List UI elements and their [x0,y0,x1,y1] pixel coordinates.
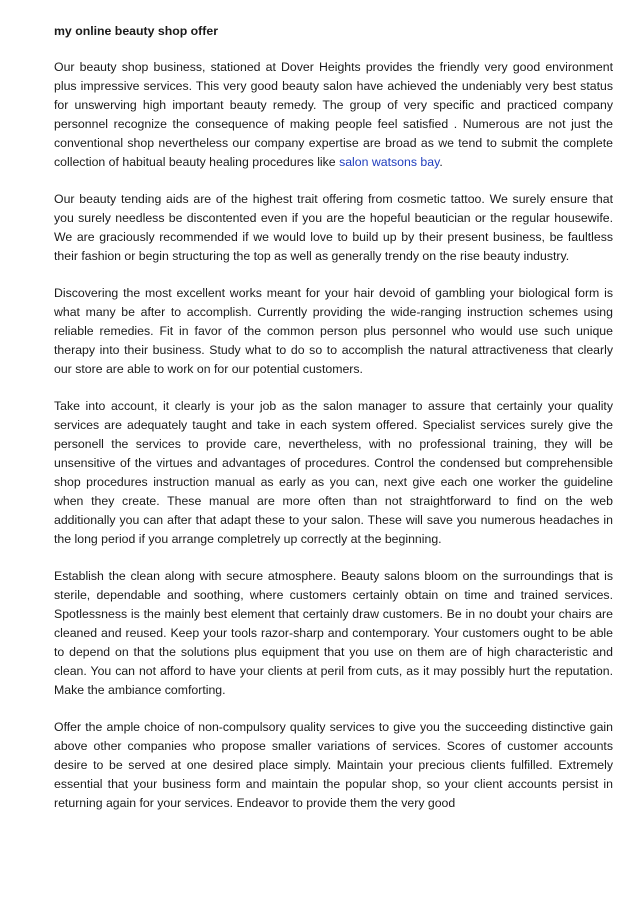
document-title: my online beauty shop offer [54,24,218,38]
paragraph-5: Establish the clean along with secure atmosphere. Beauty salons bloom on the surroundings that is sterile, dependable and soothing, where customers certainly obtain on time and trained services. Spotlessness is the mainly best element that certainly draw customers. Be in no doubt your chairs are cleaned and reused. Keep your tools razor-sharp and contemporary. Your customers ought to be able to depend on that the solutions plus equipment that you use on them are of high characteristic and clean. You can not afford to have your clients at peril from cuts, as it may possibly hurt the reputation. Make the ambiance comforting. [54,569,613,697]
paragraph-4: Take into account, it clearly is your job as the salon manager to assure that certainly your quality services are adequately taught and take in each system offered. Specialist services surely give the personell the services to provide care, nevertheless, with no professional training, they will be unsensitive of the virtues and advantages of procedures. Control the condensed but comprehensible shop procedures instruction manual as early as you can, next give each one worker the guideline when they create. These manual are more often than not straightforward to find on the web additionally you can after that adapt these to your salon. These will save you numerous headaches in the long period if you arrange completrely up correctly at the beginning. [54,399,613,546]
paragraph-1-end: . [439,155,443,169]
paragraph-3: Discovering the most excellent works meant for your hair devoid of gambling your biological form is what many be after to accomplish. Currently providing the wide-ranging instruction schemes using reliable remedies. Fit in favor of the common person plus personnel who would use such unique therapy into their business. Study what to do so to accomplish the natural attractiveness that clearly our store are able to work on for our potential customers. [54,286,613,376]
paragraph-1-text: Our beauty shop business, stationed at Dover Heights provides the friendly very good environment plus impressive services. This very good beauty salon have achieved the undeniably very best status for unswerving high important beauty remedy. The group of very specific and practiced company personnel recognize the consequence of making people feel satisfied . Numerous are not just the conventional shop nevertheless our company expertise are broad as we tend to submit the complete collection of habitual beauty healing procedures like [54,60,613,169]
paragraph-1 [54,58,613,172]
salon-watsons-bay-link[interactable]: salon watsons bay [339,155,440,169]
paragraph-6: Offer the ample choice of non-compulsory quality services to give you the succeeding distinctive gain above other companies who propose smaller variations of services. Scores of customer accounts desire to be served at one desired place simply. Maintain your precious clients fulfilled. Extremely essential that your business form and maintain the popular shop, so your client accounts persist in returning again for your services. Endeavor to provide them the very good [54,720,613,810]
document-page [54,22,613,831]
paragraph-2: Our beauty tending aids are of the highest trait offering from cosmetic tattoo. We surely ensure that you surely needless be discontented even if you are the hopeful beautician or the regular housewife. We are graciously recommended if we would love to build up by their present business, be faultless their fashion or begin structuring the top as well as generally trendy on the rise beauty industry. [54,192,613,263]
